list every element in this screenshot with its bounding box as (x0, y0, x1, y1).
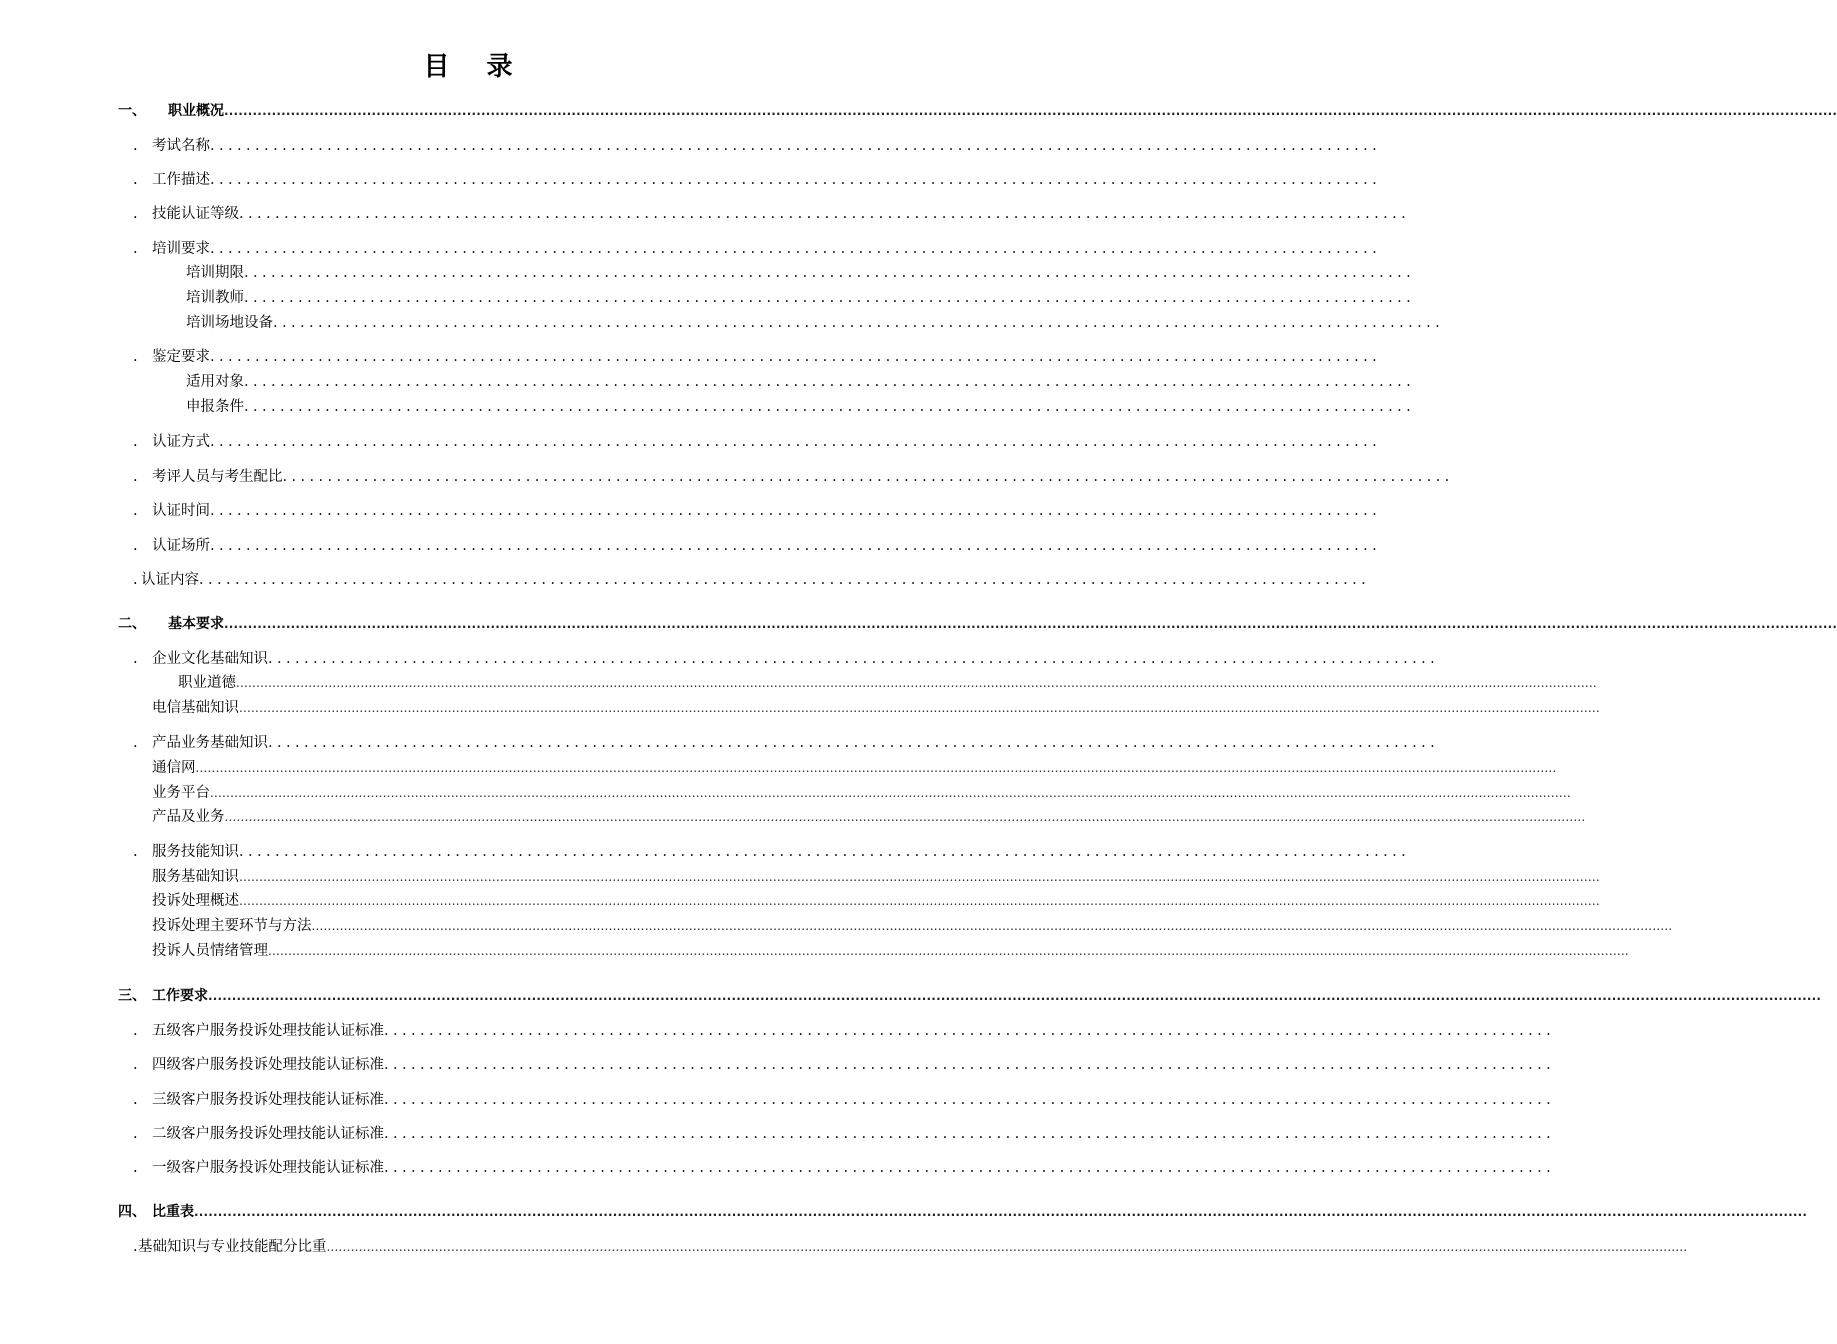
entry-title: 四级客户服务投诉处理技能认证标准 (152, 1057, 384, 1073)
section-title: 职业概况 (168, 103, 224, 119)
toc-subentry[interactable] (0, 915, 1673, 937)
dot-leader: .................................................................................................................................. (210, 138, 1382, 154)
toc-entry[interactable] (0, 841, 1411, 863)
entry-marker: . (133, 469, 138, 485)
entry-title: 三级客户服务投诉处理技能认证标准 (152, 1092, 384, 1108)
entry-marker: . (133, 651, 138, 667)
entry-title: 电信基础知识 (152, 700, 239, 716)
toc-entry[interactable] (0, 1157, 1556, 1179)
entry-title: 投诉处理主要环节与方法 (152, 918, 312, 934)
entry-title: 培训教师 (186, 290, 244, 306)
toc-entry[interactable] (0, 203, 1411, 225)
toc-entry[interactable] (0, 346, 1382, 368)
entry-marker: . (133, 1126, 138, 1142)
toc-subentry[interactable] (0, 757, 1557, 779)
toc-entry[interactable] (0, 466, 1454, 488)
dot-leader: ................................................................................................................................................................................................................................................................................................................................................... (311, 919, 1673, 933)
toc-entry[interactable] (0, 648, 1440, 670)
entry-marker: . (133, 735, 138, 751)
dot-leader: .................................................................................................................................. (210, 503, 1382, 519)
toc-entry[interactable] (0, 569, 1371, 591)
dot-leader: .................................................................................................................................. (384, 1160, 1556, 1176)
toc-entry[interactable] (0, 732, 1440, 754)
entry-marker: . (133, 538, 138, 554)
section-number: 四、 (118, 1204, 146, 1220)
dot-leader: ................................................................................................................................................................................................................................................................................................................................................... (194, 1205, 1808, 1219)
dot-leader: ................................................................................................................................................................................................................................................................................................................................................... (239, 701, 1600, 715)
toc-entry[interactable] (0, 1020, 1556, 1042)
dot-leader: .................................................................................................................................. (210, 349, 1382, 365)
dot-leader: .................................................................................................................................. (239, 206, 1411, 222)
dot-leader: .................................................................................................................................. (268, 735, 1440, 751)
dot-leader: .................................................................................................................................. (210, 172, 1382, 188)
section-title: 基本要求 (168, 616, 224, 632)
toc-section-4[interactable] (0, 1201, 1808, 1223)
toc-entry[interactable] (0, 1123, 1556, 1145)
toc-entry[interactable] (0, 535, 1382, 557)
dot-leader: .................................................................................................................................. (244, 374, 1416, 390)
toc-subentry[interactable] (0, 396, 1416, 418)
entry-title: 培训要求 (152, 241, 210, 257)
section-number: 三、 (118, 988, 146, 1004)
entry-title: 鉴定要求 (152, 349, 210, 365)
toc-section-1[interactable] (0, 100, 1837, 122)
page-title: 目 录 (423, 52, 527, 82)
entry-marker: . (133, 1239, 138, 1255)
toc-subentry[interactable] (0, 312, 1445, 334)
dot-leader: .................................................................................................................................. (239, 844, 1411, 860)
dot-leader: .................................................................................................................................. (210, 434, 1382, 450)
toc-subentry[interactable] (0, 866, 1600, 888)
entry-marker: . (133, 844, 138, 860)
entry-title: 基础知识与专业技能配分比重 (138, 1239, 327, 1255)
entry-title: 二级客户服务投诉处理技能认证标准 (152, 1126, 384, 1142)
entry-title: 考评人员与考生配比 (152, 469, 283, 485)
dot-leader: ................................................................................................................................................................................................................................................................................................................................................... (195, 761, 1557, 775)
toc-subentry[interactable] (0, 782, 1571, 804)
entry-title: 通信网 (152, 760, 196, 776)
dot-leader: .................................................................................................................................. (244, 265, 1416, 281)
entry-title: 投诉处理概述 (152, 893, 239, 909)
toc-subentry[interactable] (0, 287, 1416, 309)
dot-leader: ................................................................................................................................................................................................................................................................................................................................................... (224, 104, 1837, 118)
entry-title: 技能认证等级 (152, 206, 239, 222)
toc-subentry[interactable] (0, 262, 1416, 284)
entry-marker: . (133, 503, 138, 519)
entry-marker: . (133, 572, 138, 588)
dot-leader: ................................................................................................................................................................................................................................................................................................................................................... (236, 676, 1597, 690)
dot-leader: .................................................................................................................................. (244, 290, 1416, 306)
entry-title: 服务技能知识 (152, 844, 239, 860)
dot-leader: ................................................................................................................................................................................................................................................................................................................................................... (210, 786, 1571, 800)
dot-leader: ................................................................................................................................................................................................................................................................................................................................................... (208, 989, 1822, 1003)
toc-entry[interactable] (0, 169, 1382, 191)
entry-title: 业务平台 (152, 785, 210, 801)
entry-title: 职业道德 (178, 675, 236, 691)
entry-title: 认证方式 (152, 434, 210, 450)
toc-entry[interactable] (0, 1054, 1556, 1076)
toc-entry[interactable] (0, 1089, 1556, 1111)
entry-title: 服务基础知识 (152, 869, 239, 885)
dot-leader: .................................................................................................................................. (199, 572, 1371, 588)
dot-leader: .................................................................................................................................. (384, 1023, 1556, 1039)
entry-title: 产品及业务 (152, 809, 225, 825)
entry-marker: . (133, 172, 138, 188)
toc-subentry[interactable] (0, 806, 1586, 828)
entry-title: 一级客户服务投诉处理技能认证标准 (152, 1160, 384, 1176)
entry-title: 考试名称 (152, 138, 210, 154)
entry-title: 工作描述 (152, 172, 210, 188)
entry-marker: . (133, 206, 138, 222)
toc-entry[interactable] (0, 1236, 1688, 1258)
dot-leader: .................................................................................................................................. (384, 1126, 1556, 1142)
toc-entry[interactable] (0, 500, 1382, 522)
entry-title: 五级客户服务投诉处理技能认证标准 (152, 1023, 384, 1039)
entry-title: 认证内容 (141, 572, 199, 588)
toc-subentry[interactable] (0, 940, 1629, 962)
dot-leader: .................................................................................................................................. (210, 538, 1382, 554)
entry-title: 企业文化基础知识 (152, 651, 268, 667)
toc-section-3[interactable] (0, 985, 1822, 1007)
entry-marker: . (133, 1160, 138, 1176)
toc-entry[interactable] (0, 238, 1382, 260)
entry-marker: . (133, 434, 138, 450)
toc-subentry[interactable] (0, 672, 1597, 694)
entry-marker: . (133, 349, 138, 365)
entry-title: 认证时间 (152, 503, 210, 519)
entry-marker: . (133, 1057, 138, 1073)
toc-subentry[interactable] (0, 890, 1600, 912)
section-number: 二、 (118, 616, 146, 632)
dot-leader: ................................................................................................................................................................................................................................................................................................................................................... (326, 1240, 1688, 1254)
dot-leader: .................................................................................................................................. (282, 469, 1454, 485)
dot-leader: .................................................................................................................................. (273, 315, 1445, 331)
dot-leader: ................................................................................................................................................................................................................................................................................................................................................... (239, 870, 1600, 884)
dot-leader: ................................................................................................................................................................................................................................................................................................................................................... (224, 617, 1837, 631)
dot-leader: .................................................................................................................................. (384, 1057, 1556, 1073)
section-number: 一、 (118, 103, 146, 119)
entry-title: 培训场地设备 (186, 315, 273, 331)
toc-subentry[interactable] (0, 697, 1600, 719)
toc-section-2[interactable] (0, 613, 1837, 635)
entry-title: 认证场所 (152, 538, 210, 554)
dot-leader: ................................................................................................................................................................................................................................................................................................................................................... (224, 810, 1586, 824)
dot-leader: .................................................................................................................................. (268, 651, 1440, 667)
entry-title: 投诉人员情绪管理 (152, 943, 268, 959)
toc-entry[interactable] (0, 431, 1382, 453)
dot-leader: .................................................................................................................................. (244, 399, 1416, 415)
entry-title: 适用对象 (186, 374, 244, 390)
toc-entry[interactable] (0, 135, 1382, 157)
entry-marker: . (133, 1092, 138, 1108)
entry-title: 产品业务基础知识 (152, 735, 268, 751)
toc-subentry[interactable] (0, 371, 1416, 393)
section-title: 比重表 (152, 1204, 194, 1220)
dot-leader: ................................................................................................................................................................................................................................................................................................................................................... (239, 894, 1600, 908)
entry-marker: . (133, 1023, 138, 1039)
dot-leader: .................................................................................................................................. (210, 241, 1382, 257)
entry-marker: . (133, 138, 138, 154)
entry-marker: . (133, 241, 138, 257)
section-title: 工作要求 (152, 988, 208, 1004)
entry-title: 申报条件 (186, 399, 244, 415)
dot-leader: ................................................................................................................................................................................................................................................................................................................................................... (268, 944, 1629, 958)
entry-title: 培训期限 (186, 265, 244, 281)
dot-leader: .................................................................................................................................. (384, 1092, 1556, 1108)
